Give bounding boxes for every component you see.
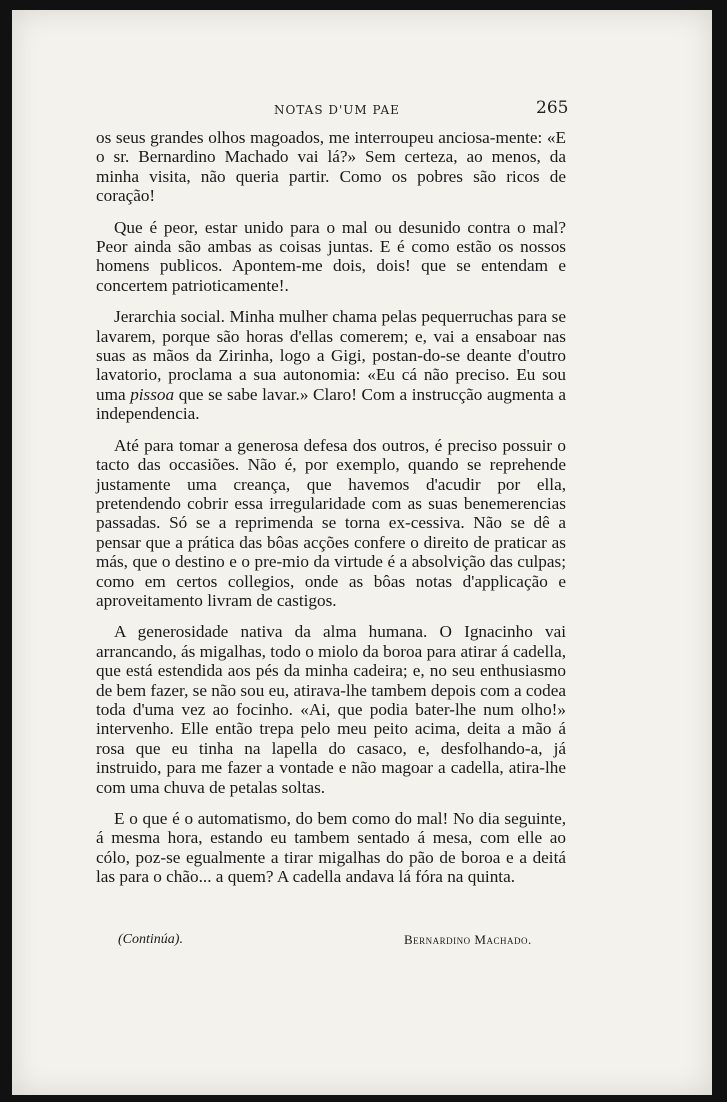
paragraph-2: Que é peor, estar unido para o mal ou desunido contra o mal? Peor ainda são ambas as coisas juntas. E é como estão os nossos homens publicos. Apontem-me dois, dois! que se entendam e concertem patrioticamente!. <box>96 217 566 295</box>
paragraph-3-emphasis: pissoa <box>130 384 175 404</box>
paragraph-3-after: que se sabe lavar.» Claro! Com a instrucção augmenta a independencia. <box>96 384 567 424</box>
paragraph-1: os seus grandes olhos magoados, me interroupeu anciosa-mente: «E o sr. Bernardino Machado vai lá?» Sem certeza, ao menos, da minha visita, não queria partir. Como os pobres são ricos de coração! <box>96 128 566 206</box>
body-text <box>96 128 566 899</box>
paragraph-3-before: Jerarchia social. Minha mulher chama pelas pequerruchas para se lavarem, porque são horas d'ellas comerem; e, vai a ensaboar nas suas as mãos da Zirinha, logo a Gigi, postan-do-se deante d'outro lavatorio, proclama a sua autonomia: «Eu cá não preciso. Eu sou uma <box>96 307 566 404</box>
page-number: 265 <box>536 98 569 118</box>
paragraph-5: A generosidade nativa da alma humana. O Ignacinho vai arrancando, ás migalhas, todo o miolo da boroa para atirar á cadella, que está estendida aos pés da minha cadeira; e, no seu enthusiasmo de bem fazer, se não sou eu, atirava-lhe tambem depois com a codea toda d'uma vez ao focinho. «Ai, que podia bater-lhe num olho!» intervenho. Elle então trepa pelo meu peito acima, deita a mão á rosa que eu tinha na lapella do casaco, e, desfolhando-a, já instruido, para me fazer a vontade e não magoar a cadella, atira-lhe com uma chuva de petalas soltas. <box>96 622 566 797</box>
paragraph-4: Até para tomar a generosa defesa dos outros, é preciso possuir o tacto das occasiões. Não é, por exemplo, quando se reprehende justamente uma creança, que havemos d'acudir por ella, pretendendo cobrir essa irregularidade com as suas benemerencias passadas. Só se a reprimenda se torna ex-cessiva. Não se dê a pensar que a prática das bôas acções confere o direito de praticar as más, que o destino e o pre-mio da virtude é a absolvição das culpas; como em certos collegios, onde as bôas notas d'applicação e aproveitamento livram de castigos. <box>96 435 566 610</box>
paragraph-6: E o que é o automatismo, do bem como do mal! No dia seguinte, á mesma hora, estando eu tambem sentado á mesa, com elle ao cólo, poz-se egualmente a tirar migalhas do pão de boroa e a deitá las para o chão... a quem? A cadella andava lá fóra na quinta. <box>96 809 566 887</box>
running-title: NOTAS D'UM PAE <box>274 103 400 117</box>
continuation-note: (Continúa). <box>118 932 183 947</box>
paragraph-3 <box>96 307 566 423</box>
author-signature: Bernardino Machado. <box>404 932 532 947</box>
